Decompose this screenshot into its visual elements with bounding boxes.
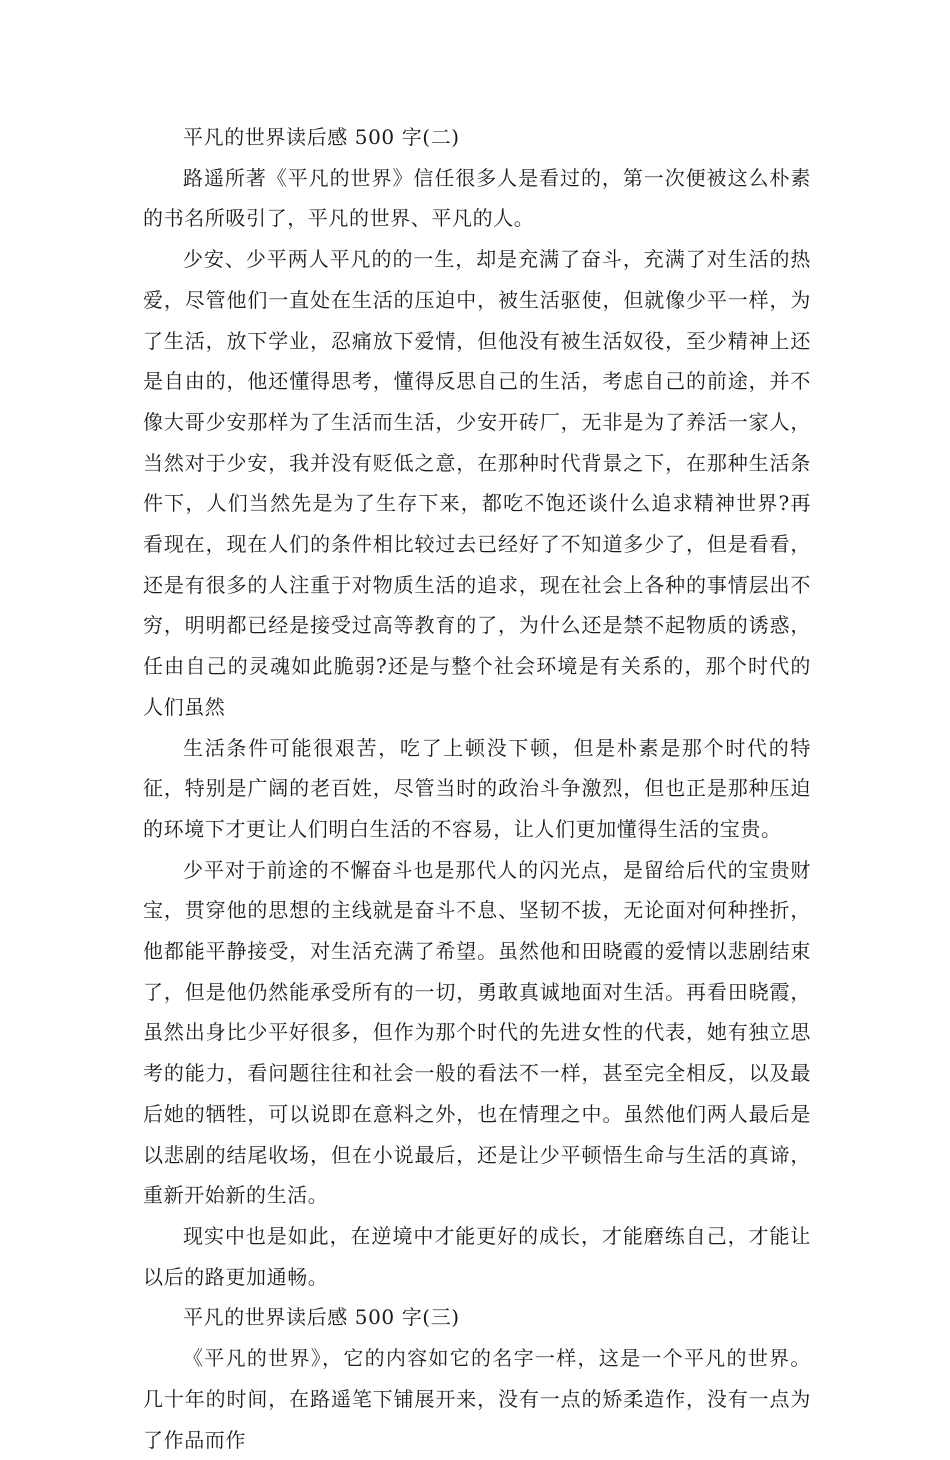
section-heading-2: 平凡的世界读后感 500 字(二) bbox=[183, 125, 460, 149]
paragraph: 少安、少平两人平凡的的一生，却是充满了奋斗，充满了对生活的热爱，尽管他们一直处在生活的压迫中，被生活驱使，但就像少平一样，为了生活，放下学业，忍痛放下爱情，但他没有被生活奴役，至少精神上还是自由的，他还懂得思考，懂得反思自己的生活，考虑自己的前途，并不像大哥少安那样为了生活而生活，少安开砖厂，无非是为了养活一家人，当然对于少安，我并没有贬低之意，在那种时代背景之下，在那种生活条件下，人们当然先是为了生存下来，都吃不饱还谈什么追求精神世界?再看现在，现在人们的条件相比较过去已经好了不知道多少了，但是看看，还是有很多的人注重于对物质生活的追求，现在社会上各种的事情层出不穷，明明都已经是接受过高等教育的了，为什么还是禁不起物质的诱惑，任由自己的灵魂如此脆弱?还是与整个社会环境是有关系的，那个时代的人们虽然 bbox=[143, 247, 811, 719]
paragraph: 路遥所著《平凡的世界》信任很多人是看过的，第一次便被这么朴素的书名所吸引了，平凡的世界、平凡的人。 bbox=[143, 165, 811, 231]
section-heading-3: 平凡的世界读后感 500 字(三) bbox=[183, 1305, 460, 1330]
paragraph: 《平凡的世界》，它的内容如它的名字一样，这是一个平凡的世界。几十年的时间，在路遥笔下铺展开来，没有一点的矫柔造作，没有一点为了作品而作 bbox=[143, 1346, 811, 1452]
paragraph: 少平对于前途的不懈奋斗也是那代人的闪光点，是留给后代的宝贵财宝，贯穿他的思想的主线就是奋斗不息、坚韧不拔，无论面对何种挫折，他都能平静接受，对生活充满了希望。虽然他和田晓霞的爱情以悲剧结束了，但是他仍然能承受所有的一切，勇敢真诚地面对生活。再看田晓霞，虽然出身比少平好很多，但作为那个时代的先进女性的代表，她有独立思考的能力，看问题往往和社会一般的看法不一样，甚至完全相反，以及最后她的牺牲，可以说即在意料之外，也在情理之中。虽然他们两人最后是以悲剧的结尾收场，但在小说最后，还是让少平顿悟生命与生活的真谛，重新开始新的生活。 bbox=[143, 857, 811, 1208]
paragraph: 生活条件可能很艰苦，吃了上顿没下顿，但是朴素是那个时代的特征，特别是广阔的老百姓，尽管当时的政治斗争激烈，但也正是那种压迫的环境下才更让人们明白生活的不容易，让人们更加懂得生活的宝贵。 bbox=[143, 735, 811, 841]
document-body bbox=[143, 117, 811, 1460]
paragraph: 现实中也是如此，在逆境中才能更好的成长，才能磨练自己，才能让以后的路更加通畅。 bbox=[143, 1223, 811, 1289]
